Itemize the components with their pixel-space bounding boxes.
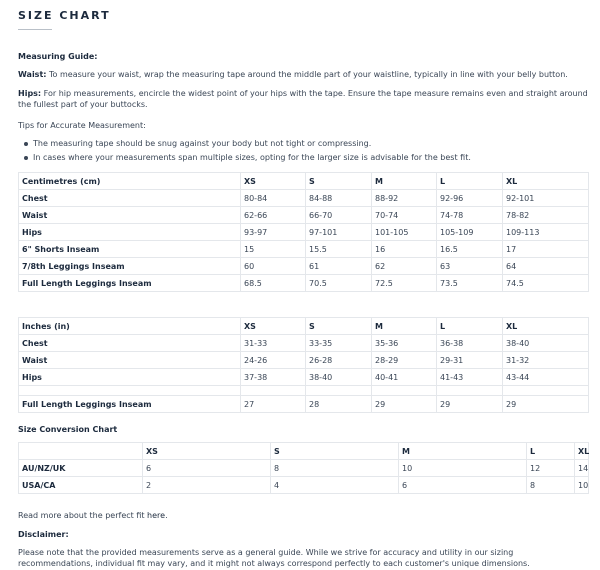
table-cell: 64 [503, 258, 589, 275]
row-label: AU/NZ/UK [19, 460, 143, 477]
tip-item: In cases where your measurements span multiple sizes, opting for the larger size is advisable for the best fit. [22, 152, 582, 166]
table-cell: 101-105 [372, 224, 437, 241]
header-cell: M [372, 318, 437, 335]
row-label: Hips [19, 369, 241, 386]
read-more [18, 510, 588, 521]
row-label: Waist [19, 207, 241, 224]
tip-item: The measuring tape should be snug against your body but not tight or compressing. [22, 138, 582, 152]
table-cell: 62 [372, 258, 437, 275]
table-row [19, 224, 589, 241]
header-cell: L [527, 443, 575, 460]
conversion-heading: Size Conversion Chart [18, 425, 118, 434]
table-row [19, 207, 589, 224]
table-cell: 61 [306, 258, 372, 275]
table-header-row [19, 318, 589, 335]
table-cell: 105-109 [437, 224, 503, 241]
hips-guide-text: For hip measurements, encircle the widest point of your hips with the tape. Ensure the tape measure remains even and straight around the fullest part of your buttocks. [18, 89, 588, 109]
table-cell: 72.5 [372, 275, 437, 292]
read-more-link[interactable]: here [147, 511, 166, 520]
table-row [19, 241, 589, 258]
title-underline [18, 29, 52, 30]
row-label: 7/8th Leggings Inseam [19, 258, 241, 275]
table-cell: 41-43 [437, 369, 503, 386]
table-cell: 28 [306, 396, 372, 413]
table-cell: 8 [271, 460, 399, 477]
header-cell: L [437, 318, 503, 335]
row-label: Chest [19, 190, 241, 207]
table-cell: 14 [575, 460, 589, 477]
disclaimer-heading: Disclaimer: [18, 530, 69, 539]
table-cell: 92-96 [437, 190, 503, 207]
table-row [19, 258, 589, 275]
hips-guide-label: Hips: [18, 89, 42, 98]
header-cell [19, 443, 143, 460]
table-cell: 43-44 [503, 369, 589, 386]
table-cell: 16 [372, 241, 437, 258]
table-cell: 88-92 [372, 190, 437, 207]
table-header-row [19, 443, 589, 460]
table-cell: 62-66 [241, 207, 306, 224]
row-label: 6" Shorts Inseam [19, 241, 241, 258]
disclaimer-text: Please note that the provided measurements serve as a general guide. While we strive for accuracy and utility in our sizing recommendations, individual fit may vary, and it might not always correspond perfectly to each customer's unique dimensions. [18, 548, 530, 568]
inches-table [18, 317, 589, 413]
waist-guide-label: Waist: [18, 70, 47, 79]
table-cell: 63 [437, 258, 503, 275]
header-cell: XL [575, 443, 589, 460]
table-cell: 29 [372, 396, 437, 413]
table-row [19, 275, 589, 292]
table-row [19, 369, 589, 386]
header-cell: Inches (in) [19, 318, 241, 335]
table-cell: 33-35 [306, 335, 372, 352]
table-cell: 84-88 [306, 190, 372, 207]
table-cell: 2 [143, 477, 271, 494]
tips-list [22, 138, 582, 166]
table-cell: 26-28 [306, 352, 372, 369]
table-cell: 8 [527, 477, 575, 494]
table-cell: 60 [241, 258, 306, 275]
header-cell: XS [241, 318, 306, 335]
table-header-row [19, 173, 589, 190]
table-row [19, 396, 589, 413]
header-cell: XL [503, 318, 589, 335]
table-row [19, 352, 589, 369]
tips-heading: Tips for Accurate Measurement: [18, 121, 146, 130]
header-cell: L [437, 173, 503, 190]
table-cell: 27 [241, 396, 306, 413]
table-cell: 78-82 [503, 207, 589, 224]
table-cell: 93-97 [241, 224, 306, 241]
table-cell: 17 [503, 241, 589, 258]
measuring-guide-heading: Measuring Guide: [18, 52, 98, 61]
header-cell: XS [143, 443, 271, 460]
table-cell: 40-41 [372, 369, 437, 386]
table-cell: 74.5 [503, 275, 589, 292]
table-cell: 38-40 [503, 335, 589, 352]
header-cell: S [271, 443, 399, 460]
table-cell: 31-32 [503, 352, 589, 369]
table-row [19, 335, 589, 352]
table-row [19, 460, 589, 477]
table-cell: 10 [575, 477, 589, 494]
table-cell: 97-101 [306, 224, 372, 241]
row-label: Hips [19, 224, 241, 241]
table-cell: 24-26 [241, 352, 306, 369]
header-cell: XS [241, 173, 306, 190]
header-cell: Centimetres (cm) [19, 173, 241, 190]
hips-guide [18, 88, 588, 110]
table-cell: 38-40 [306, 369, 372, 386]
table-cell: 68.5 [241, 275, 306, 292]
row-label: Full Length Leggings Inseam [19, 396, 241, 413]
waist-guide-text: To measure your waist, wrap the measuring tape around the middle part of your waistline, typically in line with your belly button. [49, 70, 568, 79]
table-cell: 15 [241, 241, 306, 258]
row-label: Full Length Leggings Inseam [19, 275, 241, 292]
table-cell: 28-29 [372, 352, 437, 369]
table-cell: 31-33 [241, 335, 306, 352]
header-cell: M [399, 443, 527, 460]
table-cell: 4 [271, 477, 399, 494]
table-spacer-row [19, 386, 589, 396]
table-row [19, 190, 589, 207]
header-cell: S [306, 173, 372, 190]
table-cell: 15.5 [306, 241, 372, 258]
table-cell: 36-38 [437, 335, 503, 352]
conversion-table [18, 442, 589, 494]
table-cell: 70.5 [306, 275, 372, 292]
table-cell: 37-38 [241, 369, 306, 386]
waist-guide [18, 69, 588, 80]
header-cell: S [306, 318, 372, 335]
table-cell: 73.5 [437, 275, 503, 292]
table-cell: 12 [527, 460, 575, 477]
table-cell: 35-36 [372, 335, 437, 352]
row-label: USA/CA [19, 477, 143, 494]
centimetres-table [18, 172, 589, 292]
table-cell: 6 [143, 460, 271, 477]
table-cell: 16.5 [437, 241, 503, 258]
table-cell: 10 [399, 460, 527, 477]
page-title: SIZE CHART [18, 9, 111, 22]
table-cell: 6 [399, 477, 527, 494]
header-cell: XL [503, 173, 589, 190]
read-more-suffix: . [165, 511, 168, 520]
table-cell: 29 [437, 396, 503, 413]
header-cell: M [372, 173, 437, 190]
read-more-text: Read more about the perfect fit [18, 511, 148, 520]
table-cell: 29 [503, 396, 589, 413]
row-label: Chest [19, 335, 241, 352]
table-cell: 92-101 [503, 190, 589, 207]
table-cell: 109-113 [503, 224, 589, 241]
table-cell: 70-74 [372, 207, 437, 224]
table-cell: 29-31 [437, 352, 503, 369]
table-cell: 74-78 [437, 207, 503, 224]
table-cell: 80-84 [241, 190, 306, 207]
table-cell: 66-70 [306, 207, 372, 224]
table-row [19, 477, 589, 494]
row-label: Waist [19, 352, 241, 369]
